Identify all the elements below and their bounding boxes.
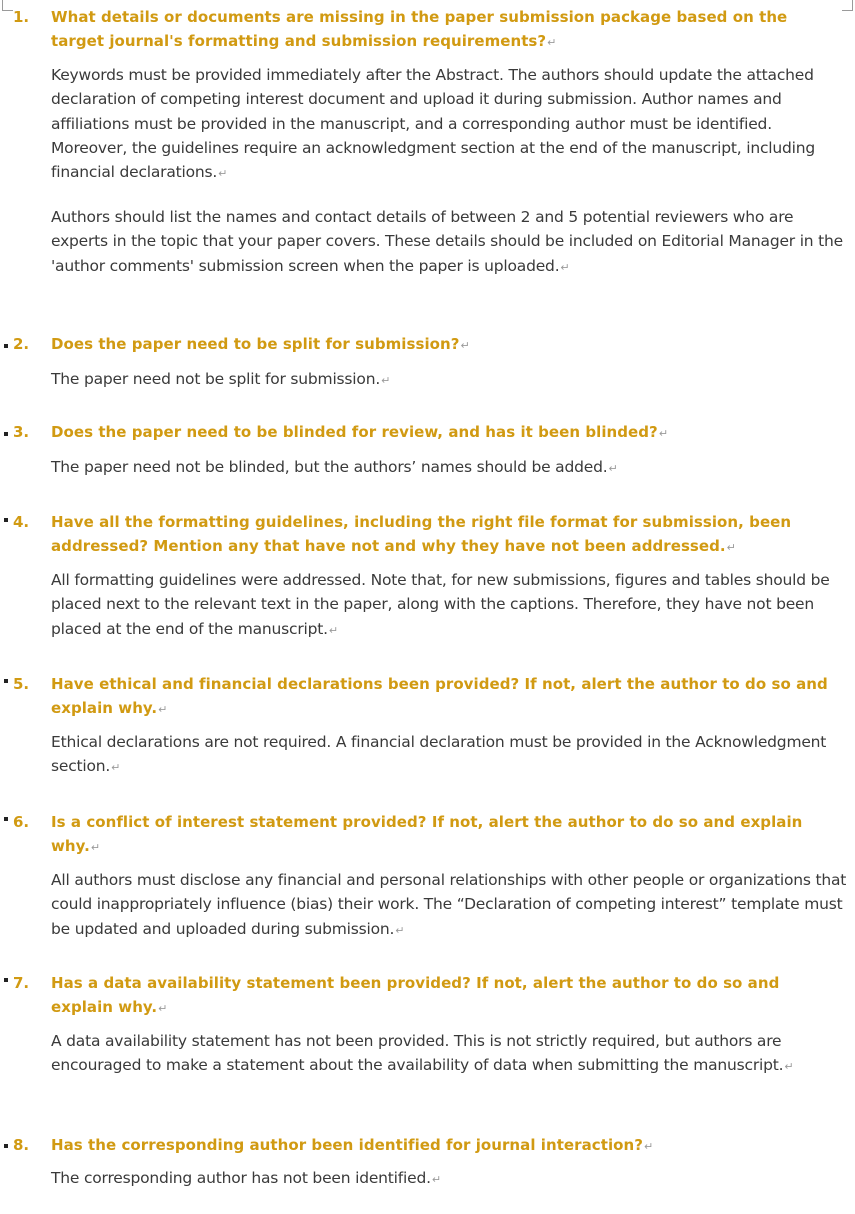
question-label: Does the paper need to be split for submission? [51, 335, 460, 353]
paragraph-mark: ↵ [643, 1140, 654, 1153]
question-label: Has the corresponding author been identified for journal interaction? [51, 1136, 643, 1154]
answer-paragraph[interactable] [51, 455, 851, 481]
answer-paragraph[interactable] [51, 730, 851, 781]
question-label: Have ethical and financial declarations been provided? If not, alert the author to do so and explain why. [51, 675, 828, 717]
question-number: 6. [13, 813, 30, 831]
paragraph-mark: ↵ [560, 260, 570, 274]
paragraph-mark: ↵ [431, 1173, 441, 1186]
paragraph-mark: ↵ [395, 923, 405, 937]
question-label: Does the paper need to be blinded for review, and has it been blinded? [51, 423, 658, 441]
paragraph-mark: ↵ [158, 703, 168, 716]
answer-paragraph[interactable] [51, 1166, 851, 1192]
list-bullet [4, 817, 8, 821]
question-text[interactable] [51, 5, 841, 55]
paragraph-mark: ↵ [726, 541, 736, 554]
question-number: 1. [13, 8, 30, 26]
answer-text: The corresponding author has not been identified. [51, 1169, 431, 1187]
answer-text: All authors must disclose any financial and personal relationships with other people or organizations that could inappropriately influence (bias) their work. The “Declaration of competing interest” template must be updated and uploaded during submission. [51, 871, 847, 938]
margin-corner-mark [842, 0, 853, 11]
list-bullet [4, 432, 8, 436]
paragraph-mark: ↵ [547, 36, 557, 49]
paragraph-mark: ↵ [158, 1002, 168, 1015]
question-number: 4. [13, 513, 30, 531]
list-bullet [4, 679, 8, 683]
answer-text: Ethical declarations are not required. A financial declaration must be provided in the Acknowledgment section. [51, 733, 827, 776]
question-text[interactable] [51, 1133, 841, 1159]
paragraph-mark: ↵ [381, 374, 391, 387]
question-number: 5. [13, 675, 30, 693]
list-bullet [4, 518, 8, 522]
question-number: 8. [13, 1136, 30, 1154]
answer-paragraph[interactable] [51, 568, 851, 643]
answer-paragraph[interactable] [51, 63, 851, 186]
margin-corner-mark [2, 0, 13, 11]
paragraph-mark: ↵ [784, 1060, 794, 1074]
paragraph-mark: ↵ [608, 462, 618, 475]
question-text[interactable] [51, 810, 841, 860]
list-bullet [4, 1144, 8, 1148]
question-text[interactable] [51, 332, 841, 358]
answer-text: A data availability statement has not been provided. This is not strictly required, but authors are encouraged to make a statement about the availability of data when submitting the manuscript. [51, 1032, 784, 1075]
answer-text: Keywords must be provided immediately after the Abstract. The authors should update the attached declaration of competing interest document and upload it during submission. Author names and affiliations must be provided in the manuscript, and a corresponding author must be identified. Moreover, the guidelines require an acknowledgment section at the end of the manuscript, including financial declarations. [51, 66, 816, 182]
paragraph-mark: ↵ [218, 167, 228, 181]
answer-text: All formatting guidelines were addressed. Note that, for new submissions, figures and tables should be placed next to the relevant text in the paper, along with the captions. Therefore, they have not been placed at the end of the manuscript. [51, 571, 830, 638]
question-label: Is a conflict of interest statement provided? If not, alert the author to do so and explain why. [51, 813, 803, 855]
answer-text: The paper need not be blinded, but the authors’ names should be added. [51, 458, 608, 476]
question-number: 3. [13, 423, 30, 441]
paragraph-mark: ↵ [90, 841, 101, 854]
paragraph-mark: ↵ [111, 761, 121, 775]
question-text[interactable] [51, 971, 841, 1021]
question-label: Have all the formatting guidelines, including the right file format for submission, been addressed? Mention any that have not and why they have not been addressed. [51, 513, 792, 555]
answer-text: Authors should list the names and contact details of between 2 and 5 potential reviewers who are experts in the topic that your paper covers. These details should be included on Editorial Manager in the 'author comments' submission screen when the paper is uploaded. [51, 208, 843, 275]
question-number: 7. [13, 974, 30, 992]
question-text[interactable] [51, 672, 841, 722]
question-label: What details or documents are missing in the paper submission package based on the target journal's formatting and submission requirements? [51, 8, 788, 50]
answer-paragraph[interactable] [51, 367, 851, 393]
question-text[interactable] [51, 510, 841, 560]
list-bullet [4, 978, 8, 982]
question-text[interactable] [51, 420, 841, 446]
paragraph-mark: ↵ [460, 339, 470, 352]
list-bullet [4, 344, 8, 348]
paragraph-mark: ↵ [328, 623, 338, 637]
question-label: Has a data availability statement been provided? If not, alert the author to do so and explain why. [51, 974, 780, 1016]
answer-text: The paper need not be split for submission. [51, 370, 381, 388]
question-number: 2. [13, 335, 30, 353]
answer-paragraph[interactable] [51, 1029, 851, 1080]
answer-paragraph[interactable] [51, 205, 851, 280]
answer-paragraph[interactable] [51, 868, 851, 943]
paragraph-mark: ↵ [658, 427, 669, 440]
